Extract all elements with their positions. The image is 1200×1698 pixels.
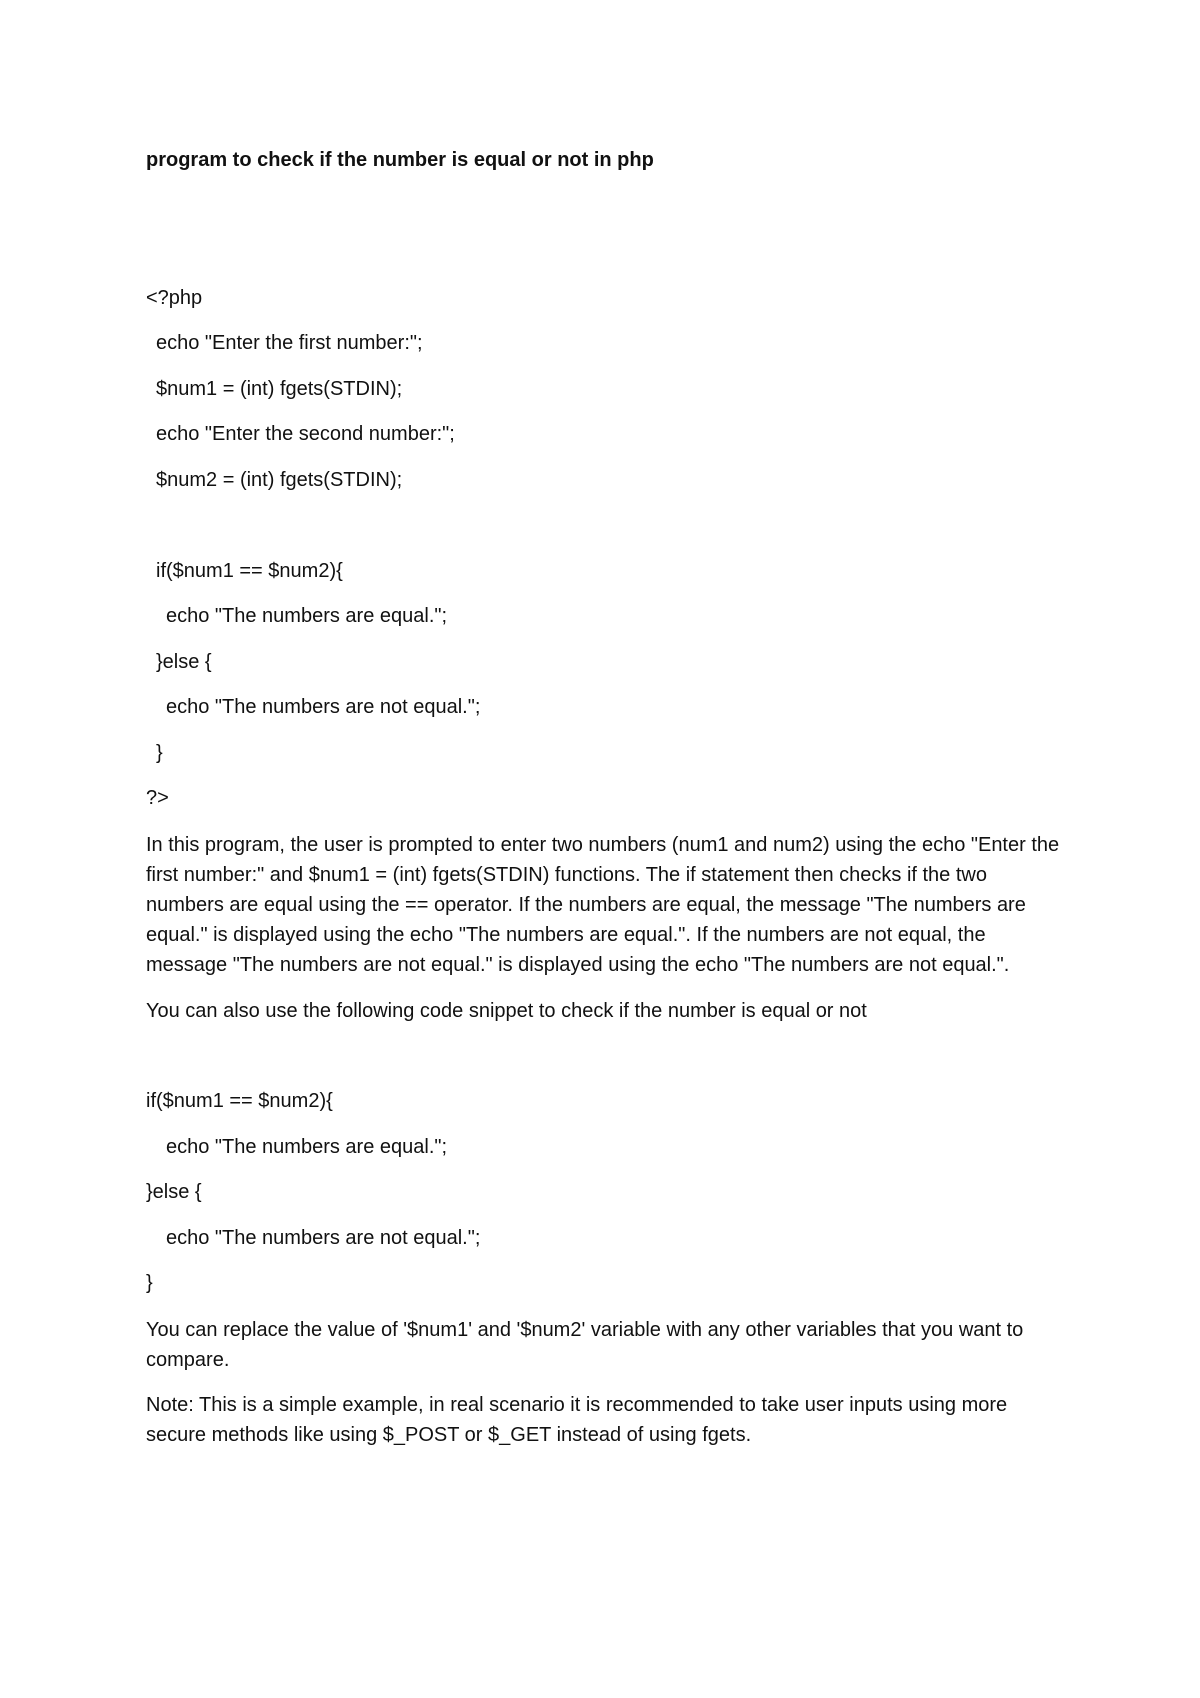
code-line: <?php <box>146 287 203 309</box>
code-line: } <box>156 742 163 764</box>
code-line: $num2 = (int) fgets(STDIN); <box>156 469 403 491</box>
code-line: echo "The numbers are equal."; <box>166 605 448 627</box>
code-line: }else { <box>146 1181 202 1203</box>
page-title: program to check if the number is equal or not in php <box>146 149 654 171</box>
code-line: } <box>146 1272 153 1294</box>
snippet-intro-paragraph: You can also use the following code snippet to check if the number is equal or not <box>146 1000 867 1022</box>
code-line: $num1 = (int) fgets(STDIN); <box>156 378 403 400</box>
security-note-paragraph: Note: This is a simple example, in real scenario it is recommended to take user inputs using more secure methods like using $_POST or $_GET instead of using fgets. <box>146 1394 1008 1446</box>
code-line: echo "The numbers are equal."; <box>166 1136 448 1158</box>
code-line: echo "The numbers are not equal."; <box>166 696 481 718</box>
replace-note-paragraph: You can replace the value of '$num1' and '$num2' variable with any other variables that you want to compare. <box>146 1319 1024 1371</box>
code-line: echo "The numbers are not equal."; <box>166 1227 481 1249</box>
code-line: ?> <box>146 787 169 809</box>
code-line: }else { <box>156 651 212 673</box>
code-line: if($num1 == $num2){ <box>156 560 343 582</box>
code-line: echo "Enter the first number:"; <box>156 332 423 354</box>
code-line: if($num1 == $num2){ <box>146 1090 333 1112</box>
explanation-paragraph: In this program, the user is prompted to enter two numbers (num1 and num2) using the echo "Enter the first number:" and $num1 = (int) fgets(STDIN) functions. The if statement then checks if the two numbers are equal using the == operator. If the numbers are equal, the message "The numbers are equal." is displayed using the echo "The numbers are equal.". If the numbers are not equal, the message "The numbers are not equal." is displayed using the echo "The numbers are not equal.". <box>146 834 1060 976</box>
code-line: echo "Enter the second number:"; <box>156 423 455 445</box>
